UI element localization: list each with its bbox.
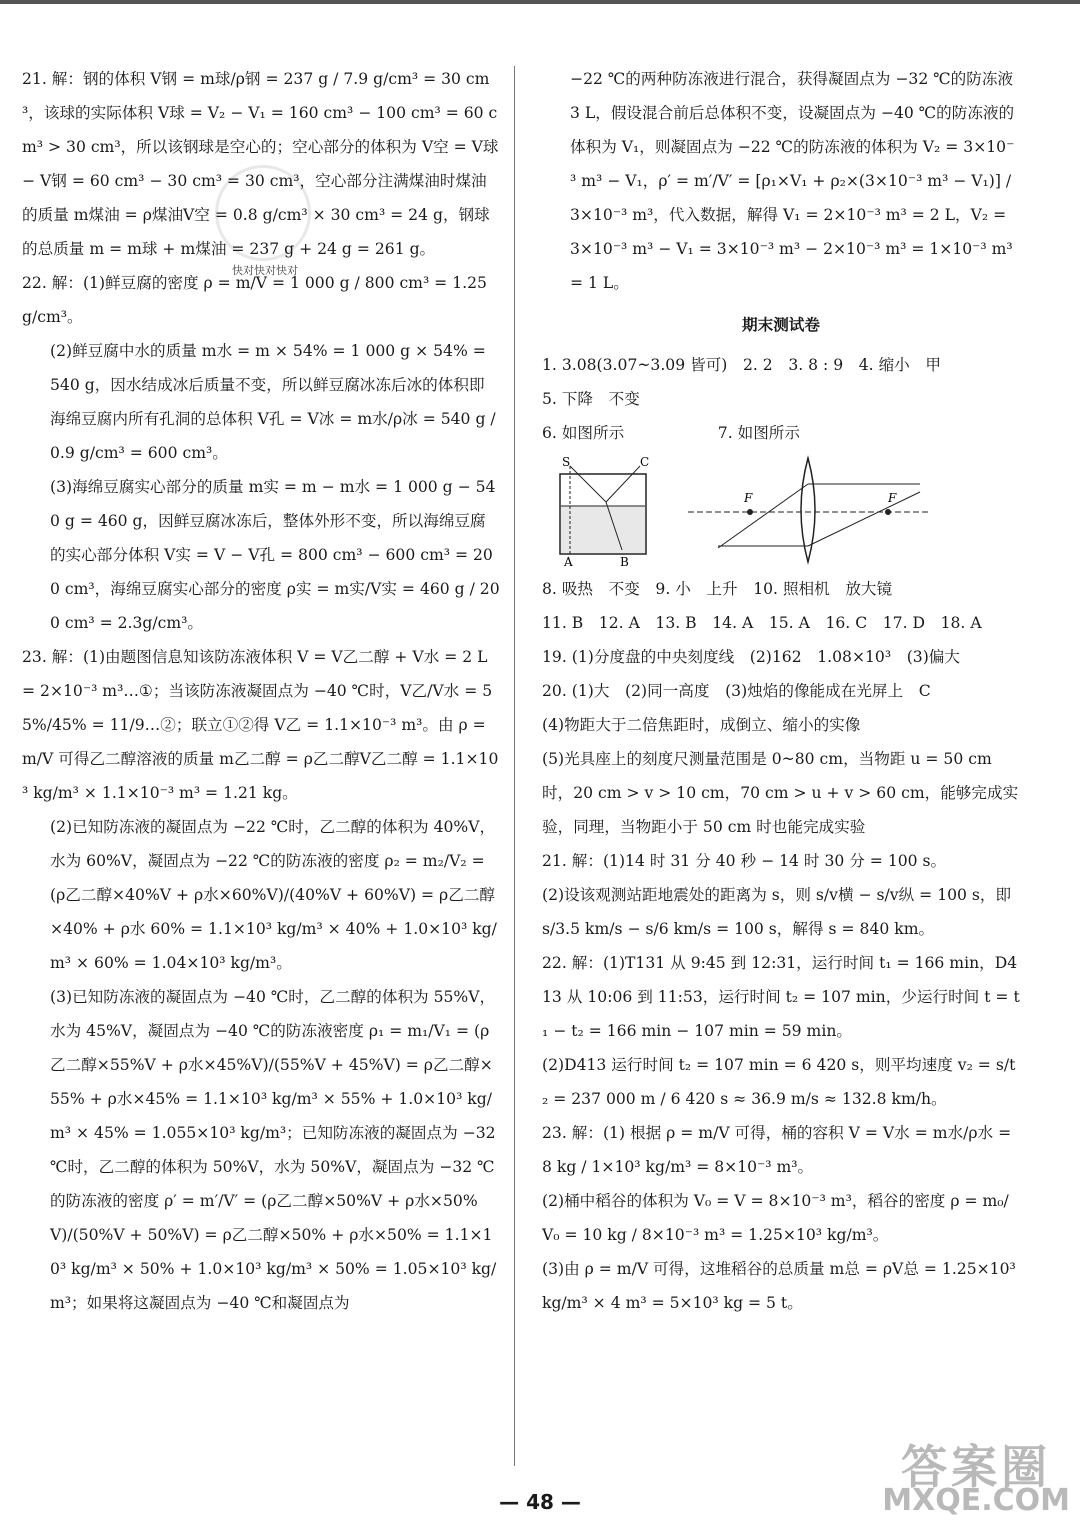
- fig6-label-b: B: [620, 555, 629, 566]
- answer-line: 5. 下降 不变: [542, 390, 640, 408]
- answer-line: (4)物距大于二倍焦距时，成倒立、缩小的实像: [542, 716, 861, 734]
- fig6-label-c: C: [640, 455, 650, 469]
- right-column: [542, 62, 1020, 1320]
- right-paragraph: −22 ℃的两种防冻液进行混合，获得凝固点为 −32 ℃的防冻液 3 L，假设混合前后总体积不变，设凝固点为 −40 ℃的防冻液的体积为 V₁，则凝固点为 −22 ℃的防冻液的体积为 V₂ = 3×10⁻³ m³ − V₁，ρ′ = m′/V′ = [ρ₁×V₁ + ρ₂×(3×10⁻³ m³ − V₁)] / 3×10⁻³ m³，代入数据，解得 V₁ = 2×10⁻³ m³ = 2 L，V₂ = 3×10⁻³ m³ − V₁ = 3×10⁻³ m³ − 2×10⁻³ m³ = 1×10⁻³ m³ = 1 L。: [570, 70, 1015, 292]
- answer-line: (2)桶中稻谷的体积为 V₀ = V = 8×10⁻³ m³，稻谷的密度 ρ = m₀/V₀ = 10 kg / 8×10⁻³ m³ = 1.25×10³ kg/m³。: [542, 1192, 1009, 1244]
- left-column: [22, 62, 500, 1320]
- answer-line: (3)由 ρ = m/V 可得，这堆稻谷的总质量 m总 = ρV总 = 1.25×10³ kg/m³ × 4 m³ = 5×10³ kg = 5 t。: [542, 1260, 1016, 1312]
- left-paragraph: (2)鲜豆腐中水的质量 m水 = m × 54% = 1 000 g × 54% = 540 g，因水结成冰后质量不变，所以鲜豆腐冰冻后冰的体积即海绵豆腐内所有孔洞的总体积 V孔 = V冰 = m水/ρ冰 = 540 g / 0.9 g/cm³ = 600 cm³。: [50, 342, 496, 462]
- left-paragraph: 21. 解：钢的体积 V钢 = m球/ρ钢 = 237 g / 7.9 g/cm³ = 30 cm³，该球的实际体积 V球 = V₂ − V₁ = 160 cm³ − 100 cm³ = 60 cm³ > 30 cm³，所以该钢球是空心的；空心部分的体积为 V空 = V球 − V钢 = 60 cm³ − 30 cm³ = 30 cm³，空心部分注满煤油时煤油的质量 m煤油 = ρ煤油V空 = 0.8 g/cm³ × 30 cm³ = 24 g，钢球的总质量 m = m球 + m煤油 = 237 g + 24 g = 261 g。: [22, 70, 499, 258]
- answer-block-a: [542, 348, 1020, 450]
- left-paragraph: (3)海绵豆腐实心部分的质量 m实 = m − m水 = 1 000 g − 540 g = 460 g，因鲜豆腐冰冻后，整体外形不变，所以海绵豆腐的实心部分体积 V实 = V − V孔 = 800 cm³ − 600 cm³ = 200 cm³，海绵豆腐实心部分的密度 ρ实 = m实/V实 = 460 g / 200 cm³ = 2.3g/cm³。: [50, 478, 500, 632]
- fig6-label-a: A: [564, 555, 573, 566]
- answer-line: 20. (1)大 (2)同一高度 (3)烛焰的像能成在光屏上 C: [542, 682, 931, 700]
- figure-7-lens-diagram: [688, 454, 928, 566]
- figure-row: [548, 454, 1020, 566]
- left-paragraph: (3)已知防冻液的凝固点为 −40 ℃时，乙二醇的体积为 55%V，水为 45%V，凝固点为 −40 ℃的防冻液密度 ρ₁ = m₁/V₁ = (ρ乙二醇×55%V + ρ水×45%V)/(55%V + 45%V) = ρ乙二醇×55% + ρ水×45% = 1.1×10³ kg/m³ × 55% + 1.0×10³ kg/m³ × 45% = 1.055×10³ kg/m³；已知防冻液的凝固点为 −32 ℃时，乙二醇的体积为 50%V，水为 50%V，凝固点为 −32 ℃的防冻液的密度 ρ′ = m′/V′ = (ρ乙二醇×50%V + ρ水×50%V)/(50%V + 50%V) = ρ乙二醇×50% + ρ水×50% = 1.1×10³ kg/m³ × 50% + 1.0×10³ kg/m³ × 50% = 1.05×10³ kg/m³；如果将这凝固点为 −40 ℃和凝固点为: [50, 988, 497, 1312]
- answer-line: 1. 3.08(3.07~3.09 皆可) 2. 2 3. 8 : 9 4. 缩小 甲: [542, 356, 941, 374]
- fig7-label-f-right: F: [888, 491, 897, 505]
- right-column-continuation: [542, 62, 1020, 300]
- answer-line: 11. B 12. A 13. B 14. A 15. A 16. C 17. D 18. A: [542, 614, 982, 632]
- fig6-label-s: S: [562, 455, 571, 469]
- answer-line: (2)D413 运行时间 t₂ = 107 min = 6 420 s，则平均速度 v₂ = s/t₂ = 237 000 m / 6 420 s ≈ 36.9 m/s ≈ 132.8 km/h。: [542, 1056, 1016, 1108]
- stamp-text: 快对快对快对: [232, 264, 298, 277]
- section-title: 期末测试卷: [742, 316, 820, 334]
- left-paragraph: 22. 解：(1)鲜豆腐的密度 ρ = m/V = 1 000 g / 800 cm³ = 1.25 g/cm³。: [22, 274, 487, 326]
- watermark-line2: MXQE.COM: [882, 1483, 1070, 1518]
- answer-line: 8. 吸热 不变 9. 小 上升 10. 照相机 放大镜: [542, 580, 893, 598]
- watermark-line1: 答案圈: [901, 1440, 1052, 1494]
- left-paragraph: (2)已知防冻液的凝固点为 −22 ℃时，乙二醇的体积为 40%V，水为 60%V，凝固点为 −22 ℃的防冻液的密度 ρ₂ = m₂/V₂ = (ρ乙二醇×40%V + ρ水×60%V)/(40%V + 60%V) = ρ乙二醇×40% + ρ水 60% = 1.1×10³ kg/m³ × 40% + 1.0×10³ kg/m³ × 60% = 1.04×10³ kg/m³。: [50, 818, 497, 972]
- answer-line: 21. 解：(1)14 时 31 分 40 秒 − 14 时 30 分 = 100 s。: [542, 852, 947, 870]
- watermark-logo: [882, 1440, 1070, 1518]
- figure-6-reflection-diagram: [548, 454, 658, 566]
- answer-line: 22. 解：(1)T131 从 9:45 到 12:31，运行时间 t₁ = 166 min，D413 从 10:06 到 11:53，运行时间 t₂ = 107 min，少运行时间 t = t₁ − t₂ = 166 min − 107 min = 59 min。: [542, 954, 1020, 1040]
- answer-line: (5)光具座上的刻度尺测量范围是 0~80 cm，当物距 u = 50 cm 时，20 cm > v > 10 cm，70 cm > u + v > 60 cm，能够完成实验，同理，当物距小于 50 cm 时也能完成实验: [542, 750, 1019, 836]
- answer-line: (2)设该观测站距地震处的距离为 s，则 s/v横 − s/v纵 = 100 s，即 s/3.5 km/s − s/6 km/s = 100 s，解得 s = 840 km。: [542, 886, 1012, 938]
- page-number: — 48 —: [499, 1490, 581, 1514]
- answer-block-b: [542, 572, 1020, 1320]
- top-border: [0, 0, 1080, 4]
- answer-line: 23. 解：(1) 根据 ρ = m/V 可得，桶的容积 V = V水 = m水/ρ水 = 8 kg / 1×10³ kg/m³ = 8×10⁻³ m³。: [542, 1124, 1012, 1176]
- answer-line: 6. 如图所示 7. 如图所示: [542, 424, 800, 442]
- answer-line: 19. (1)分度盘的中央刻度线 (2)162 1.08×10³ (3)偏大: [542, 648, 960, 666]
- fig7-label-f-left: F: [744, 491, 753, 505]
- left-paragraph: 23. 解：(1)由题图信息知该防冻液体积 V = V乙二醇 + V水 = 2 L = 2×10⁻³ m³…①；当该防冻液凝固点为 −40 ℃时，V乙/V水 = 55%/45% = 11/9…②；联立①②得 V乙 = 1.1×10⁻³ m³。由 ρ = m/V 可得乙二醇溶液的质量 m乙二醇 = ρ乙二醇V乙二醇 = 1.1×10³ kg/m³ × 1.1×10⁻³ m³ = 1.21 kg。: [22, 648, 499, 802]
- column-divider: [514, 66, 515, 1466]
